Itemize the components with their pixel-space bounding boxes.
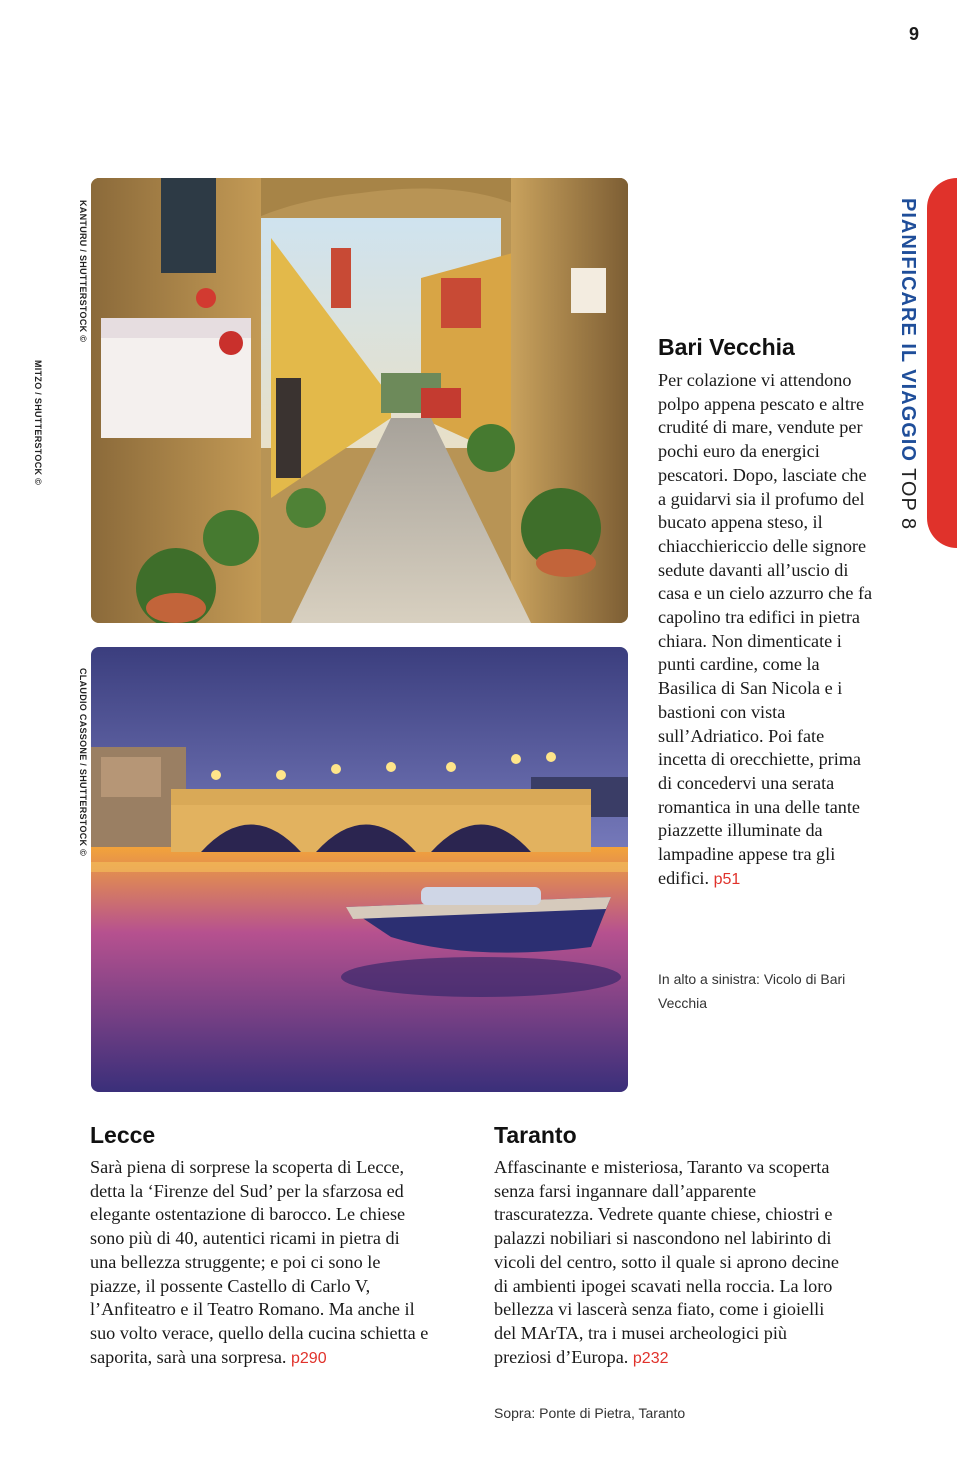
photo-credit-second: MITZO / SHUTTERSTOCK ©	[33, 360, 43, 486]
link-page-ref-taranto[interactable]: p232	[632, 1349, 669, 1367]
photo-credit-top: KANTURU / SHUTTERSTOCK ©	[78, 200, 88, 343]
photo-bari-alley	[91, 178, 628, 623]
heading-lecce: Lecce	[90, 1122, 156, 1148]
page-number: 9	[908, 24, 919, 44]
text-lecce	[90, 1156, 430, 1370]
section-title: PIANIFICARE IL VIAGGIO	[897, 198, 919, 462]
link-page-ref-bari[interactable]: p51	[713, 870, 741, 888]
text-bari-vecchia	[658, 369, 874, 891]
text-lecce-body: Sarà piena di sorprese la scoperta di Lecce, detta la ‘Firenze del Sud’ per la sfarzosa ed elegante ostentazione di barocco. Le chiese sono più di 40, autentici ricami in pietra di una bellezza struggente; e poi ci sono le piazze, il possente Castello di Carlo V, l’Anfiteatro e il Teatro Romano. Ma anche il suo volto verace, quello della cucina schietta e saporita, sarà una sorpresa.	[90, 1157, 429, 1367]
text-taranto	[494, 1156, 842, 1370]
chapter-tab	[927, 178, 957, 548]
caption-taranto: Sopra: Ponte di Pietra, Taranto	[494, 1405, 686, 1421]
text-taranto-body: Affascinante e misteriosa, Taranto va scoperta senza farsi ingannare dall’apparente trascuratezza. Vedrete quante chiese, chiostri e palazzi nobiliari si nascondono nel labirinto di vicoli del centro, sotto il quale si aprono decine di ambienti ipogei scavati nella roccia. La loro bellezza vi lascerà senza fiato, come i gioielli del MArTA, tra i musei archeologici più preziosi d’Europa.	[494, 1157, 839, 1367]
section-subtitle: TOP 8	[897, 468, 919, 531]
chapter-label	[875, 198, 925, 558]
heading-bari-vecchia: Bari Vecchia	[658, 334, 795, 360]
link-page-ref-lecce[interactable]: p290	[291, 1349, 327, 1367]
caption-bari: In alto a sinistra: Vicolo di Bari Vecchia	[658, 971, 846, 1011]
photo-credit-bottom: CLAUDIO CASSONE / SHUTTERSTOCK ©	[78, 668, 88, 857]
text-bari-body: Per colazione vi attendono polpo appena pescato e altre crudité di mare, vendute per pochi euro da energici pescatori. Dopo, lasciate che a guidarvi sia il profumo del bucato appena steso, il chiacchiericcio delle signore sedute davanti all’uscio di casa e un cielo azzurro che fa capolino tra edifici in pietra chiara. Non dimenticate i punti cardine, come la Basilica di San Nicola e i bastioni con vista sull’Adriatico. Poi fate incetta di orecchiette, prima di concedervi una serata romantica in una delle tante piazzette illuminate da lampadine appese tra gli edifici.	[658, 370, 873, 888]
heading-taranto: Taranto	[494, 1122, 577, 1148]
photo-taranto-bridge	[91, 647, 628, 1092]
